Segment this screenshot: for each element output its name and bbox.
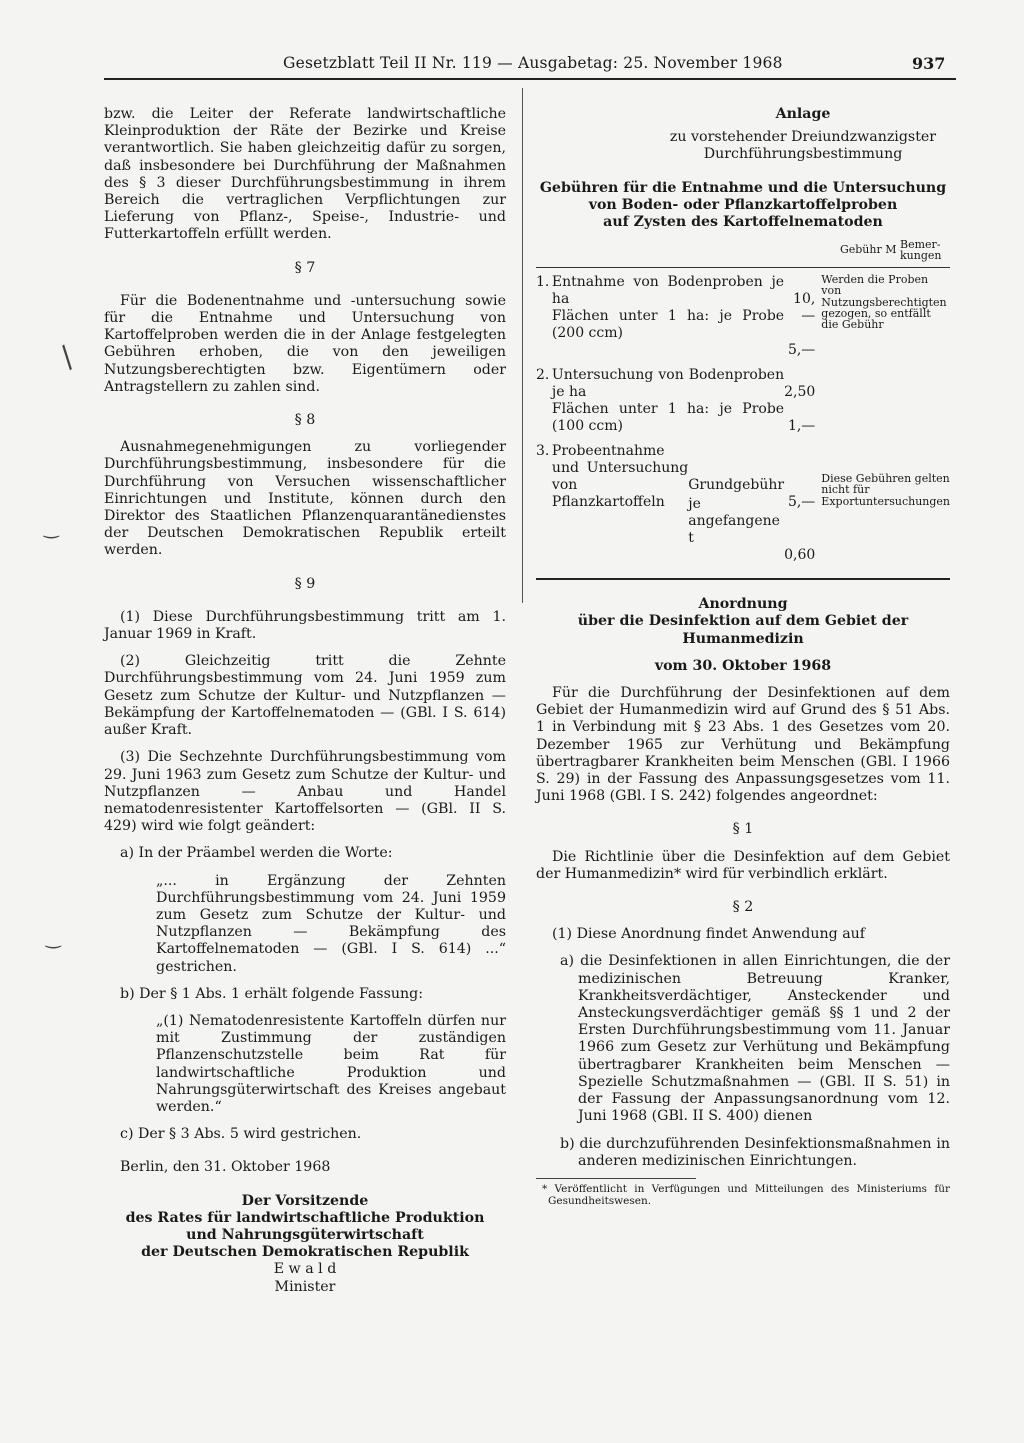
- right-column: [536, 106, 950, 1208]
- row-1-sub-text: Flächen unter 1 ha: je Probe (200 ccm): [551, 308, 785, 342]
- margin-pencil-stroke: /: [52, 340, 82, 375]
- signatory-line-3: und Nahrungsgüterwirtschaft: [186, 1226, 424, 1243]
- item-c: c) Der § 3 Abs. 5 wird gestrichen.: [120, 1126, 362, 1143]
- place-date: Berlin, den 31. Oktober 1968: [120, 1159, 331, 1176]
- ordinance-section-1-text: Die Richtlinie über die Desinfektion auf dem Gebiet der Humanmedizin* wird für verbindlich erklärt.: [536, 848, 950, 882]
- running-header: Gesetzblatt Teil II Nr. 119 — Ausgabetag: 25. November 1968: [283, 54, 783, 72]
- row-1-text: Entnahme von Bodenproben je ha: [551, 274, 785, 308]
- header-rule: [104, 78, 956, 80]
- fee-table: [536, 239, 950, 564]
- remarks-column-header: Bemer-kungen: [900, 238, 942, 263]
- section-8-heading: § 8: [294, 412, 316, 429]
- footnote-rule: [536, 1178, 696, 1179]
- section-9-para-2: (2) Gleichzeitig tritt die Zehnte Durchführungsbestimmung vom 24. Juni 1959 zum Gesetz zum Schutze der Kultur- und Nutzpflanzen — Bekämpfung der Kartoffelnematoden — (GBl. I S. 614) außer Kraft.: [104, 653, 506, 739]
- signatory-line-4: der Deutschen Demokratischen Republik: [141, 1244, 469, 1261]
- ordinance-intro: Für die Durchführung der Desinfektionen auf dem Gebiet der Humanmedizin wird auf Grund des § 51 Abs. 1 in Verbindung mit § 23 Abs. 1 des Gesetzes vom 20. Dezember 1965 zur Verhütung und Bekämpfung übertragbarer Krankheiten beim Menschen (GBl. I 1966 S. 29) in der Fassung des Anpassungsgesetzes vom 11. Juni 1968 (GBl. I S. 242) folgendes angeordnet:: [536, 685, 950, 805]
- row-3-text: Probeentnahme und Untersuchung von Pflanzkartoffeln: [551, 443, 689, 511]
- section-9-para-1: (1) Diese Durchführungsbestimmung tritt am 1. Januar 1969 in Kraft.: [104, 608, 506, 643]
- table-rule: [536, 267, 950, 268]
- section-7-text: Für die Bodenentnahme und -untersuchung sowie für die Entnahme und Untersuchung von Kartoffelproben werden die in der Anlage festgelegten Gebühren erhoben, die von den jeweiligen Nutzungsberechtigten bzw. Eigentümern oder Antragstellern zu zahlen sind.: [104, 292, 506, 395]
- fee-table-title-1: Gebühren für die Entnahme und die Untersuchung: [539, 179, 947, 196]
- fee-table-title-2: von Boden- oder Pflanzkartoffelproben: [588, 196, 898, 213]
- ordinance-section-1-heading: § 1: [732, 821, 754, 838]
- row-2-sub-text: Flächen unter 1 ha: je Probe (100 ccm): [551, 401, 785, 435]
- footnote: * Veröffentlicht in Verfügungen und Mitteilungen des Ministeriums für Gesundheitswesen.: [542, 1182, 950, 1208]
- page-number: 937: [912, 54, 946, 73]
- signatory-line-2: des Rates für landwirtschaftliche Produktion: [125, 1209, 485, 1226]
- signatory-title: Minister: [274, 1278, 336, 1295]
- row-1-fee: 10,—: [793, 291, 816, 325]
- row-2-sub-fee: 1,—: [787, 418, 816, 435]
- section-divider: [536, 578, 950, 580]
- intro-paragraph: bzw. die Leiter der Referate landwirtschaftliche Kleinproduktion der Räte der Bezirke und Kreise verantwortlich. Sie haben gleichzeitig dafür zu sorgen, daß insbesondere bei Durchführung der Maßnahmen des § 3 dieser Durchführungsbestimmung in ihrem Bereich die vertraglichen Verpflichtungen zur Lieferung von Pflanz-, Speise-, Industrie- und Futterkartoffeln erfüllt werden.: [104, 106, 506, 243]
- signatory-line-1: Der Vorsitzende: [241, 1192, 369, 1209]
- row-2-number: 2.: [536, 367, 550, 384]
- ordinance-section-2-item-a: a) die Desinfektionen in allen Einrichtungen, die der medizinischen Betreuung Kranker, Krankheitsverdächtiger, Ansteckender und Ansteckungsverdächtiger gemäß §§ 1 und 2 der Ersten Durchführungsbestimmung vom 11. Januar 1966 zum Gesetz zur Verhütung und Bekämpfung übertragbarer Krankheiten beim Menschen — Spezielle Schutzmaßnahmen — (GBl. II S. 51) in der Fassung der Anpassungsanordnung vom 12. Juni 1968 (GBl. II S. 400) dienen: [560, 953, 950, 1125]
- anlage-title: Anlage: [775, 106, 831, 122]
- signatory-name: E w a l d: [273, 1261, 337, 1278]
- row-3-number: 3.: [536, 443, 550, 460]
- section-8-text: Ausnahmegenehmigungen zu vorliegender Durchführungsbestimmung, insbesondere für die Durchführung von Versuchen wissenschaftlicher Einrichtungen und Institute, können durch den Direktor des Staatlichen Pflanzenquarantänedienstes der Deutschen Demokratischen Republik erteilt werden.: [104, 439, 506, 559]
- fee-column-header: Gebühr M: [839, 243, 897, 257]
- quote-b: „(1) Nematodenresistente Kartoffeln dürfen nur mit Zustimmung der zuständigen Pflanzenschutzstelle beim Rat für landwirtschaftliche Produktion und Nahrungsgüterwirtschaft des Kreises angebaut werden.“: [156, 1012, 506, 1115]
- fee-table-title-3: auf Zysten des Kartoffelnematoden: [603, 214, 883, 231]
- row-3-per-ton-label: je angefangene t: [688, 496, 780, 547]
- row-1-remark: Werden die Proben von Nutzungsberechtigten gezogen, so entfällt die Gebühr: [821, 273, 947, 332]
- row-2-fee: 2,50: [784, 384, 816, 401]
- row-3-base-fee-label: Grundgebühr: [688, 477, 785, 494]
- item-b: b) Der § 1 Abs. 1 erhält folgende Fassung:: [120, 985, 423, 1002]
- anlage-subtitle-1: zu vorstehender Dreiundzwanzigster: [669, 129, 937, 146]
- section-7-heading: § 7: [294, 259, 316, 276]
- ordinance-title-1: Anordnung: [698, 596, 788, 613]
- row-3-per-ton-fee: 0,60: [784, 547, 816, 564]
- row-1-number: 1.: [536, 274, 550, 291]
- section-9-para-3: (3) Die Sechzehnte Durchführungsbestimmung vom 29. Juni 1963 zum Gesetz zum Schutze der Kultur- und Nutzpflanzen — Anbau und Handel nematodenresistenter Kartoffelsorten — (GBl. II S. 429) wird wie folgt geändert:: [104, 749, 506, 835]
- anlage-subtitle-2: Durchführungsbestimmung: [703, 146, 903, 163]
- row-1-sub-fee: 5,—: [787, 342, 816, 359]
- left-column: [104, 106, 506, 1296]
- row-2-text: Untersuchung von Bodenproben je ha: [551, 367, 785, 401]
- quote-a: „... in Ergänzung der Zehnten Durchführungsbestimmung vom 24. Juni 1959 zum Gesetz zum Schutze der Kultur- und Nutzpflanzen — Bekämpfung des Kartoffelnematoden — (GBl. I S. 614) ...“ gestrichen.: [156, 872, 506, 975]
- item-a: a) In der Präambel werden die Worte:: [120, 845, 393, 862]
- margin-check-mark: ‿: [44, 518, 59, 539]
- section-9-heading: § 9: [294, 575, 316, 592]
- ordinance-section-2-heading: § 2: [732, 899, 754, 916]
- row-3-remark: Diese Gebühren gelten nicht für Exportuntersuchungen: [821, 472, 951, 508]
- column-rule: [522, 88, 523, 603]
- ordinance-section-2-item-b: b) die durchzuführenden Desinfektionsmaßnahmen in anderen medizinischen Einrichtungen.: [560, 1135, 950, 1169]
- ordinance-section-2-para-1: (1) Diese Anordnung findet Anwendung auf: [552, 926, 866, 943]
- margin-check-mark-2: ‿: [46, 928, 61, 949]
- ordinance-date: vom 30. Oktober 1968: [654, 657, 832, 674]
- row-3-base-fee: 5,—: [787, 494, 816, 511]
- ordinance-title-3: Humanmedizin: [682, 630, 804, 647]
- ordinance-title-2: über die Desinfektion auf dem Gebiet der: [577, 613, 909, 630]
